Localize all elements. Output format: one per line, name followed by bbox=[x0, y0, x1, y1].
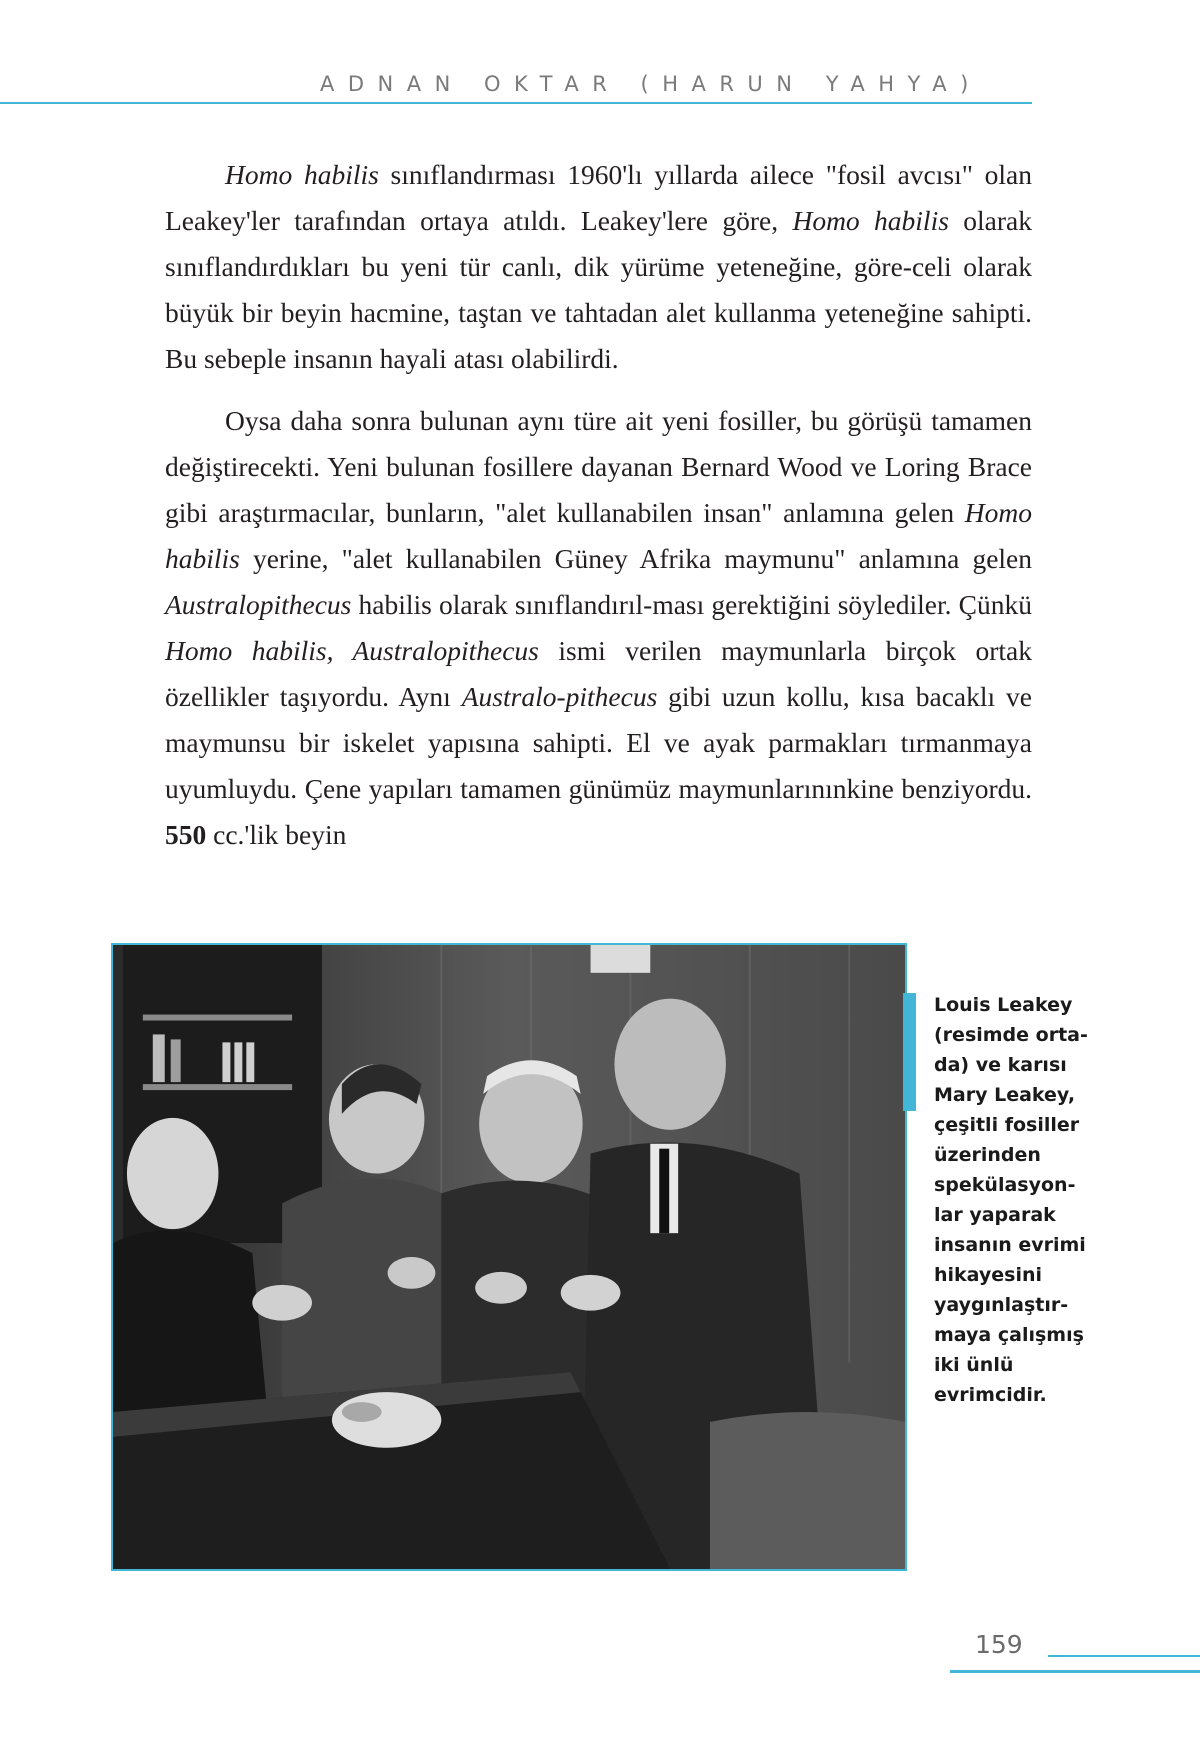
text-run: habilis olarak sınıflandırıl-ması gerektiğini söylediler. Çünkü bbox=[351, 589, 1032, 620]
text-run: ismi verilen maymunlarla birçok ortak özellikler taşıyordu. Aynı bbox=[165, 635, 1032, 712]
footer-rule-accent bbox=[950, 1670, 1200, 1673]
text-run: Oysa daha sonra bulunan aynı türe ait yeni fosiller, bu görüşü tamamen değiştirecekti. Yeni bulunan fosillere dayanan Bernard Wood ve Loring Brace gibi araştırmacılar, bunların, "alet kullanabilen insan" anlamına gelen bbox=[165, 405, 1032, 528]
photo-caption: Louis Leakey (resimde orta- da) ve karısı Mary Leakey, çeşitli fosiller üzerinden spekülasyon- lar yaparak insanın evrimi hikayesini yaygınlaştır- maya çalışmış iki ünlü evrimcidir. bbox=[934, 994, 1088, 1406]
footer-rule bbox=[1048, 1655, 1200, 1657]
body-text bbox=[165, 152, 1032, 858]
paragraph-1 bbox=[165, 152, 1032, 382]
text-run: yerine, "alet kullanabilen Güney Afrika maymunu" anlamına gelen bbox=[239, 543, 1032, 574]
photo-illustration bbox=[113, 945, 905, 1569]
italic-term: Homo habilis bbox=[225, 159, 379, 190]
text-run: sınıflandırması 1960'lı yıllarda ailece "fosil avcısı" olan Leakey'ler tarafından ortaya atıldı. Leakey'lere göre, bbox=[165, 159, 1033, 236]
text-run: gibi uzun kollu, kısa bacaklı ve maymunsu bir iskelet yapısına sahipti. El ve ayak parmakları tırmanmaya uyumluydu. Çene yapıları tamamen günümüz maymunlarınınkine benziyordu. bbox=[165, 681, 1032, 804]
leakey-photo bbox=[111, 943, 907, 1571]
text-run: olarak sınıflandırdıkları bu yeni tür canlı, dik yürüme yeteneğine, göre-celi olarak büyük bir beyin hacmine, taştan ve tahtadan alet kullanma yeteneğine sahipti. Bu sebeple insanın hayali atası olabilirdi. bbox=[165, 205, 1032, 374]
header-rule bbox=[0, 102, 1032, 104]
bold-number: 550 bbox=[165, 819, 207, 850]
caption-accent-bar bbox=[903, 993, 916, 1111]
italic-term: Australopithecus bbox=[165, 589, 352, 620]
text-run: cc.'lik beyin bbox=[206, 819, 347, 850]
page-number: 159 bbox=[975, 1630, 1023, 1659]
italic-term: Australo-pithecus bbox=[461, 681, 658, 712]
running-header: ADNAN OKTAR (HARUN YAHYA) bbox=[320, 72, 982, 96]
italic-term: Homo habilis bbox=[165, 497, 1032, 574]
italic-term: Homo habilis bbox=[792, 205, 949, 236]
paragraph-2 bbox=[165, 398, 1032, 858]
italic-term: Homo habilis, Australopithecus bbox=[165, 635, 539, 666]
